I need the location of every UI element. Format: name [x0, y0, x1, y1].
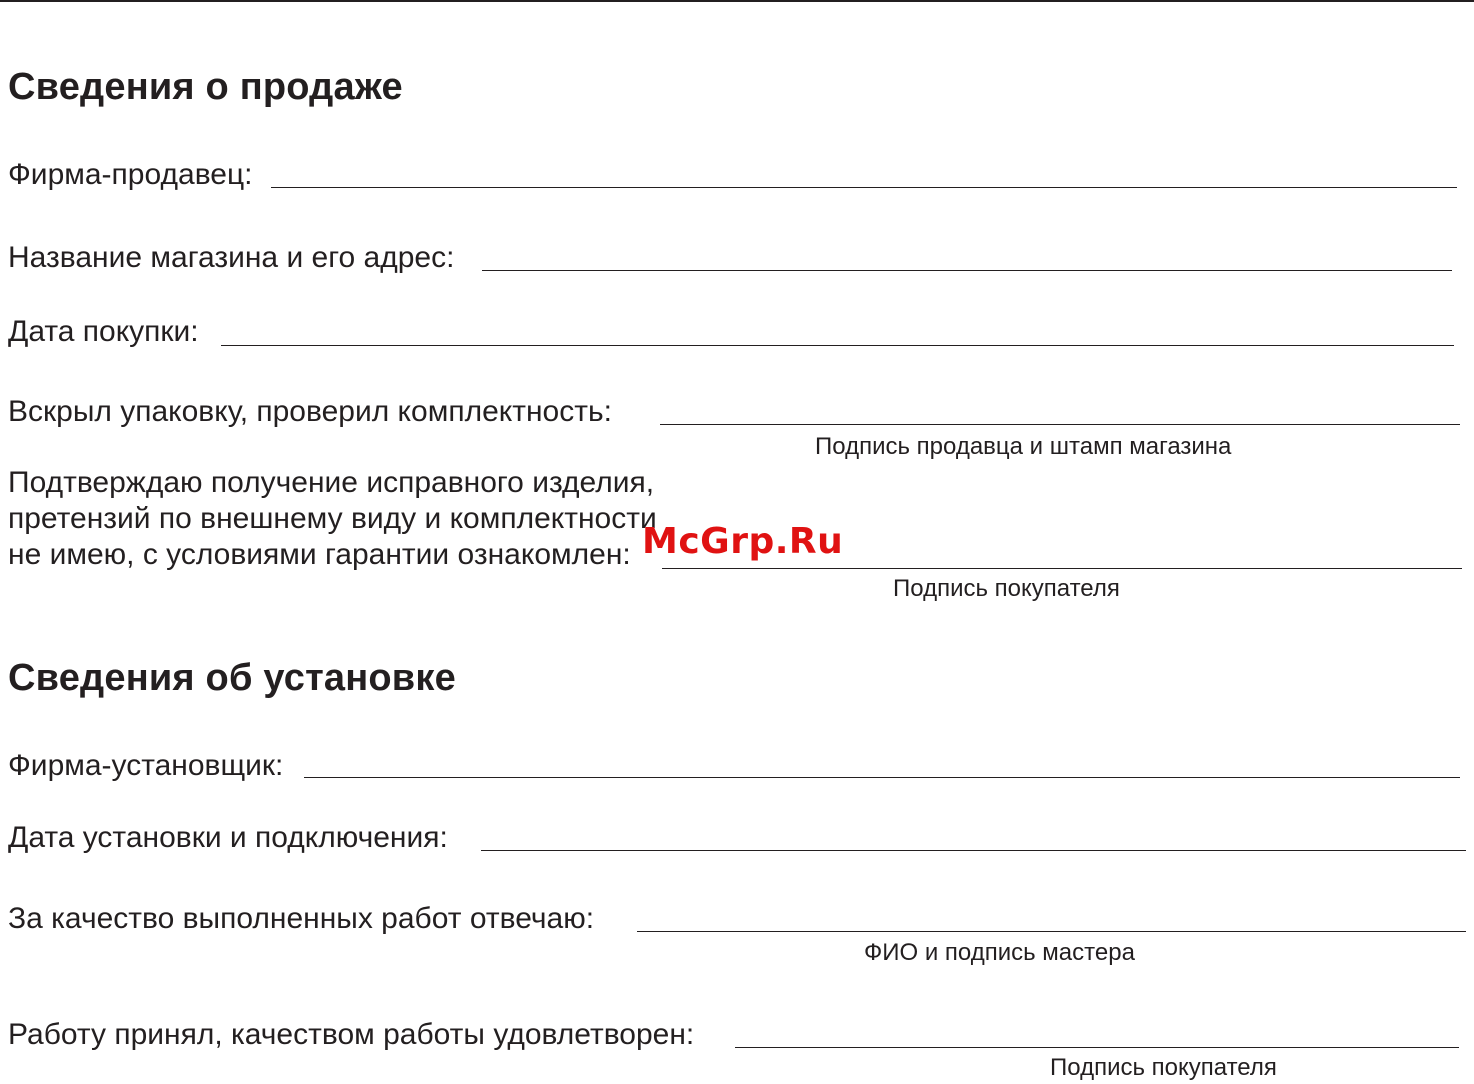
- seller-signature-field-line[interactable]: [660, 424, 1460, 425]
- install-date-field-line[interactable]: [481, 850, 1466, 851]
- top-rule: [0, 0, 1474, 2]
- installer-firm-field-line[interactable]: [304, 777, 1460, 778]
- install-date-label: Дата установки и подключения:: [8, 821, 448, 854]
- master-signature-field-line[interactable]: [637, 931, 1466, 932]
- confirmation-line-2: претензий по внешнему виду и комплектности: [8, 502, 657, 535]
- purchase-date-label: Дата покупки:: [8, 315, 199, 348]
- buyer-acceptance-caption: Подпись покупателя: [1050, 1054, 1277, 1081]
- buyer-signature-caption: Подпись покупателя: [893, 575, 1120, 602]
- install-section-heading: Сведения об установке: [8, 657, 456, 699]
- opened-package-label: Вскрыл упаковку, проверил комплектность:: [8, 395, 612, 428]
- seller-firm-field-line[interactable]: [271, 187, 1457, 188]
- watermark: McGrp.Ru: [642, 521, 844, 562]
- seller-signature-caption: Подпись продавца и штамп магазина: [815, 433, 1232, 460]
- confirmation-line-1: Подтверждаю получение исправного изделия,: [8, 466, 655, 499]
- confirmation-statement: [8, 465, 657, 573]
- installer-firm-label: Фирма-установщик:: [8, 749, 284, 782]
- buyer-acceptance-field-line[interactable]: [735, 1047, 1459, 1048]
- buyer-signature-field-line[interactable]: [662, 568, 1462, 569]
- store-name-address-field-line[interactable]: [482, 270, 1452, 271]
- store-name-address-label: Название магазина и его адрес:: [8, 241, 455, 274]
- master-signature-caption: ФИО и подпись мастера: [864, 939, 1135, 966]
- sale-section-heading: Сведения о продаже: [8, 66, 403, 108]
- confirmation-line-3: не имею, с условиями гарантии ознакомлен:: [8, 538, 631, 571]
- purchase-date-field-line[interactable]: [221, 345, 1454, 346]
- quality-responsible-label: За качество выполненных работ отвечаю:: [8, 902, 595, 935]
- work-accepted-label: Работу принял, качеством работы удовлетворен:: [8, 1018, 695, 1051]
- seller-firm-label: Фирма-продавец:: [8, 158, 253, 191]
